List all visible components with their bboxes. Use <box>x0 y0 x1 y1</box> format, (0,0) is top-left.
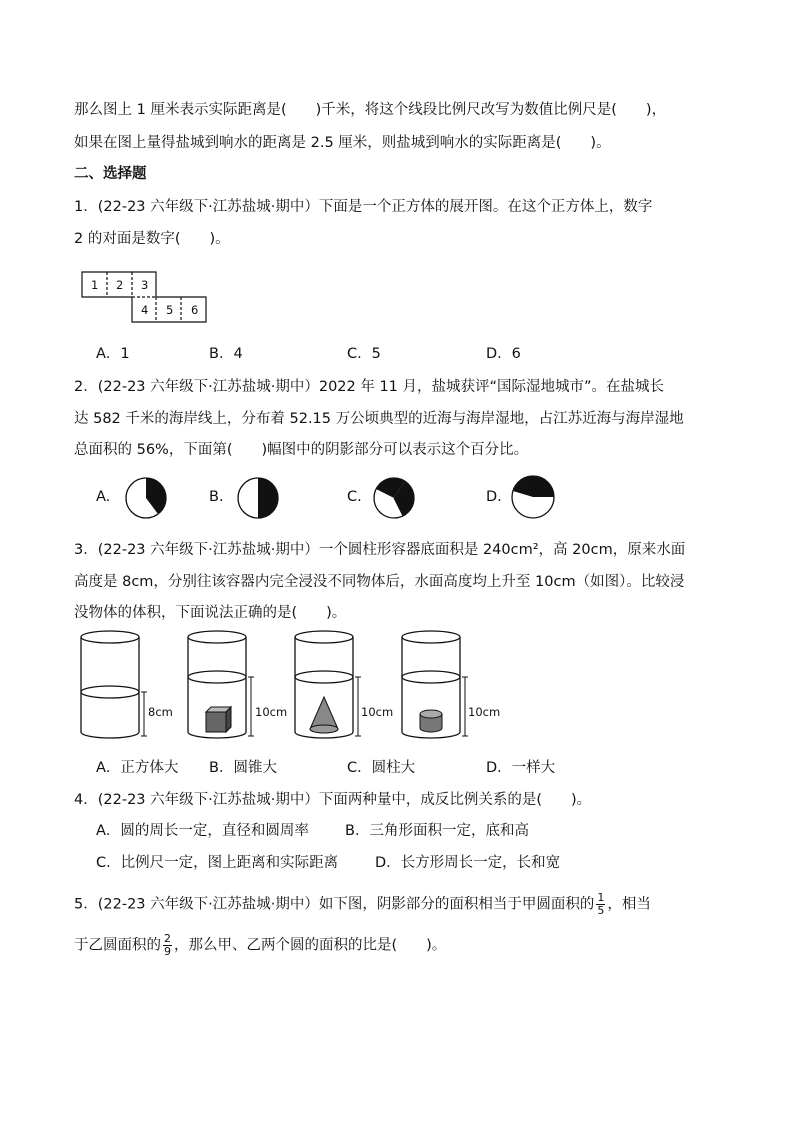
q3-option-c: C．圆柱大 <box>347 760 416 776</box>
net-face-3: 3 <box>141 278 149 292</box>
q5-line-1 <box>74 892 651 917</box>
fraction-two-ninths: $\frac{2}{9}$ <box>164 932 171 958</box>
net-face-4: 4 <box>141 303 149 317</box>
q2-option-b: B. <box>209 489 224 505</box>
cube-object <box>206 707 231 732</box>
intro-line-1: 那么图上 1 厘米表示实际距离是( )千米，将这个线段比例尺改写为数值比例尺是( )， <box>74 102 667 118</box>
cube-net-figure <box>80 270 210 324</box>
label-8cm: 8cm <box>148 705 173 719</box>
q3-option-b: B．圆锥大 <box>209 760 277 776</box>
q4-line-1: 4．(22-23 六年级下·江苏盐城·期中）下面两种量中，成反比例关系的是( )。 <box>74 792 592 808</box>
intro-line-2: 如果在图上量得盐城到响水的距离是 2.5 厘米，则盐城到响水的实际距离是( )。 <box>74 135 611 151</box>
q5-text-a: 5．(22-23 六年级下·江苏盐城·期中）如下图，阴影部分的面积相当于甲圆面积的 <box>74 896 595 913</box>
pie-option-a <box>124 476 168 520</box>
net-face-5: 5 <box>166 303 174 317</box>
q1-option-d: D．6 <box>486 346 521 362</box>
q2-line-2: 达 582 千米的海岸线上，分布着 52.15 万公顷典型的近海与海岸湿地，占江苏近海与海岸湿地 <box>74 411 684 427</box>
pie-option-c <box>372 476 416 520</box>
q2-option-c: C. <box>347 489 362 505</box>
q2-option-d: D. <box>486 489 502 505</box>
section-title: 二、选择题 <box>74 166 147 182</box>
q2-option-a: A. <box>96 489 111 505</box>
cylinders-figure <box>78 628 508 746</box>
q3-line-1: 3．(22-23 六年级下·江苏盐城·期中）一个圆柱形容器底面积是 240cm²，高 20cm，原来水面 <box>74 542 686 558</box>
cone-object <box>310 697 338 733</box>
q4-option-b: B．三角形面积一定，底和高 <box>345 823 529 839</box>
cylinder-original <box>81 631 139 738</box>
label-10cm-2: 10cm <box>361 705 394 719</box>
q5-text-d: ，那么甲、乙两个圆的面积的比是( )。 <box>174 937 447 954</box>
label-10cm-3: 10cm <box>468 705 501 719</box>
net-face-2: 2 <box>116 278 124 292</box>
net-face-1: 1 <box>91 278 99 292</box>
q3-option-d: D．一样大 <box>486 760 556 776</box>
net-face-6: 6 <box>191 303 199 317</box>
q1-option-c: C．5 <box>347 346 381 362</box>
fraction-one-fifth: $\frac{1}{5}$ <box>597 891 605 917</box>
pie-option-b <box>236 476 280 520</box>
q1-line-2: 2 的对面是数字( )。 <box>74 231 230 247</box>
small-cylinder-object <box>420 710 442 732</box>
q4-option-a: A．圆的周长一定，直径和圆周率 <box>96 823 309 839</box>
q4-option-d: D．长方形周长一定，长和宽 <box>375 855 561 871</box>
q1-option-b: B．4 <box>209 346 243 362</box>
pie-option-d <box>510 474 556 520</box>
q1-option-a: A．1 <box>96 346 130 362</box>
q5-text-b: ，相当 <box>607 896 651 913</box>
q5-text-c: 于乙圆面积的 <box>74 937 161 954</box>
q3-line-2: 高度是 8cm，分别往该容器内完全浸没不同物体后，水面高度均上升至 10cm（如图）。比较浸 <box>74 574 685 590</box>
label-10cm-1: 10cm <box>255 705 288 719</box>
q5-line-2 <box>74 933 446 958</box>
q2-line-3: 总面积的 56%，下面第( )幅图中的阴影部分可以表示这个百分比。 <box>74 442 529 458</box>
q3-option-a: A．正方体大 <box>96 760 179 776</box>
q4-option-c: C．比例尺一定，图上距离和实际距离 <box>96 855 339 871</box>
q1-line-1: 1．(22-23 六年级下·江苏盐城·期中）下面是一个正方体的展开图。在这个正方体上，数字 <box>74 199 653 215</box>
q3-line-3: 没物体的体积，下面说法正确的是( )。 <box>74 605 347 621</box>
q2-line-1: 2．(22-23 六年级下·江苏盐城·期中）2022 年 11 月，盐城获评“国际湿地城市”。在盐城长 <box>74 379 665 395</box>
